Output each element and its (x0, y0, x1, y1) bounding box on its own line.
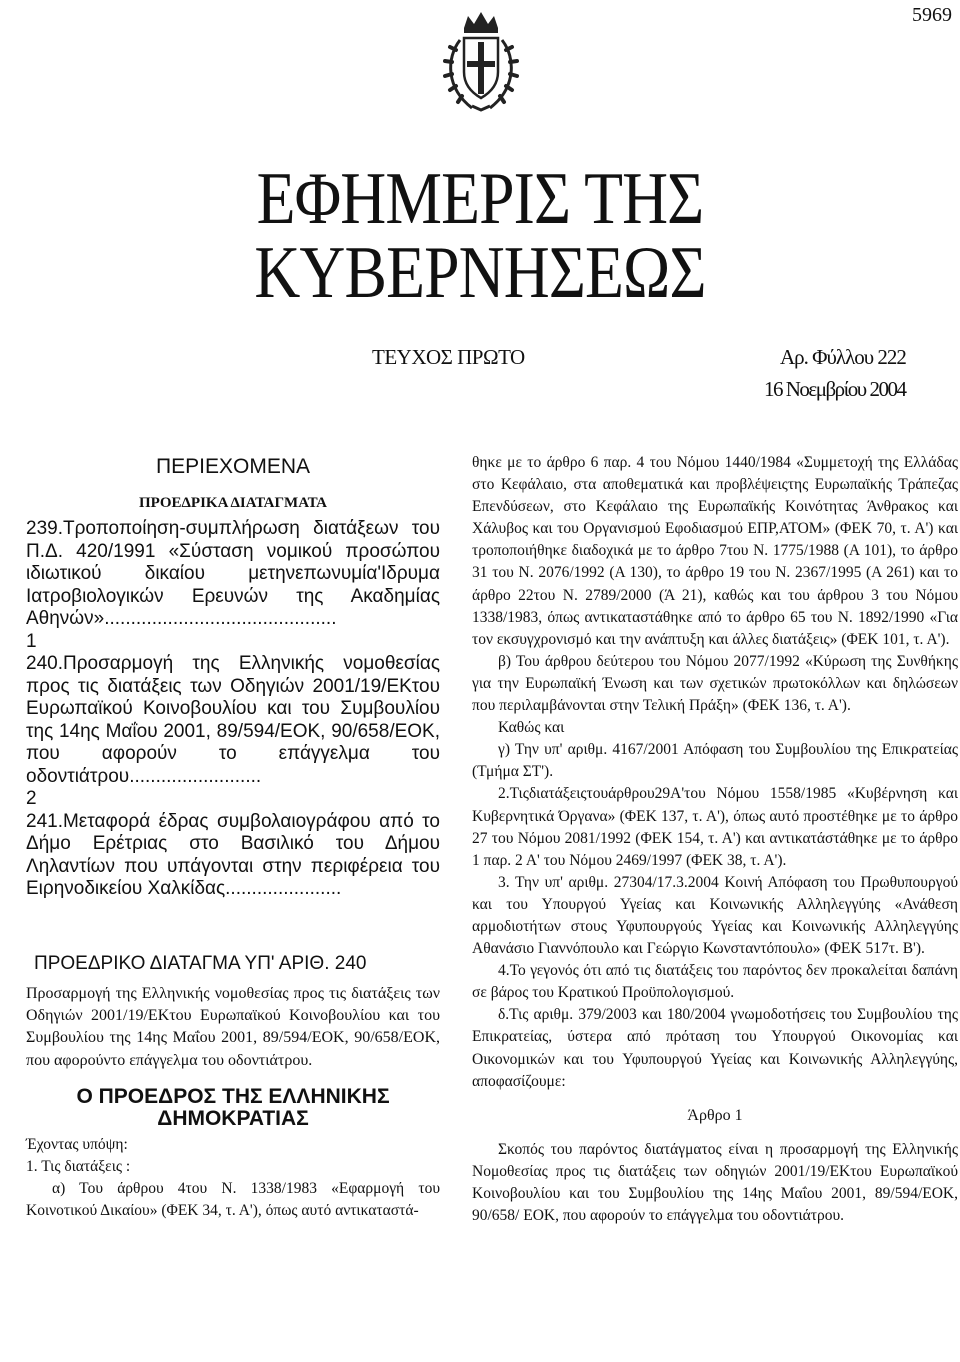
body-paragraph: γ) Την υπ' αριθμ. 4167/2001 Απόφαση του Συμβουλίου της Επικρατείας (Τμήμα ΣΤ'). (472, 741, 958, 781)
body-paragraph: 1. Τις διατάξεις : (26, 1158, 131, 1176)
toc-item: 240.Προσαρμογή της Ελληνικής νομοθεσίας προς τις διατάξεις των Οδηγιών 2001/19/ΕΚτου Ευρωπαϊκού Κοινοβουλίου και του Συμβουλίου της 14ης Μαΐου 2001, 89/594/ΕΟΚ, 90/658/ΕΟΚ, που αφορούν το επάγγελμα του οδοντιάτρου......................... (26, 653, 440, 787)
article-text: Σκοπός του παρόντος διατάγματος είναι η προσαρμογή της Ελληνικής Νομοθεσίας προς τις διατάξεις των οδηγιών 2001/19/ΕΚτου Ευρωπαϊκού Κοινοβουλίου και του Συμβουλίου της 14ης Μαΐου 2001, 89/594/ΕΟΚ, 90/658/ ΕΟΚ, που αφορούν το επάγγελμα του οδοντιάτρου. (472, 1140, 958, 1224)
toc-item: 239.Τροποποίηση-συμπλήρωση διατάξεων του Π.Δ. 420/1991 «Σύσταση νομικού προσώπου ιδιωτικού δικαίου μετηνεπωνυμία'Ιδρυμα Ιατροβιολογικών Ερευνών της Ακαδημίας Αθηνών»............................................ (26, 518, 440, 629)
president-title-line: ΔΗΜΟΚΡΑΤΙΑΣ (157, 1107, 309, 1131)
contents-subheading: ΠΡΟΕΔΡΙΚΑ ΔΙΑΤΑΓΜΑΤΑ (139, 495, 327, 511)
president-title-line: Ο ΠΡΟΕΔΡΟΣ ΤΗΣ ΕΛΛΗΝΙΚΗΣ (76, 1085, 390, 1109)
sheet-number: Αρ. Φύλλου 222 (780, 345, 906, 369)
body-paragraph: 3. Την υπ' αριθμ. 27304/17.3.2004 Κοινή Απόφαση του Πρωθυπουργού και του Υπουργού Υγείας και Κοινωνικής Αλληλεγγύης «Ανάθεση αρμοδιοτήτων στους Υφυπουργούς Υγείας και Κοινωνικής Αλληλεγγύης Αθανάσιο Γιαννόπουλο και Γεώργιο Κωνσταντόπουλο» (ΦΕΚ 517τ. Β'). (472, 873, 958, 958)
gazette-title: ΕΦΗΜΕΡΙΣ ΤΗΣ ΚΥΒΕΡΝΗΣΕΩΣ (254, 158, 706, 314)
body-paragraph: θηκε με το άρθρο 6 παρ. 4 του Νόμου 1440/1984 «Συμμετοχή της Ελλάδας στο Κεφάλαιο, στα αποθεματικά και προβλέψειςτης Ευρωπαϊκής Τράπεζας Επενδύσεων, στο Κεφάλαιο της Ευρωπαϊκής Κοινότητας Άνθρακος και Χάλυβος και του Οργανισμού Εφοδιασμού ΕΠΡ,ΑΤΟΜ» (ΦΕΚ 70, τ. Α') και τροποποιήθηκε διαδοχικά με το άρθρο 7του Ν. 1775/1988 (Α 101), το άρθρο 31 του Ν. 2076/1992 (Α 130), το άρθρο 19 του Ν. 2367/1995 (Α 261) και το άρθρο 22του Ν. 2789/2000 (Ά 21), καθώς και του άρθρου 3 του Νόμου 1338/1983, όπως αντικαταστάθηκε από το άρθρο 65 του Ν. 1892/1990 «Για τον εκσυγχρονισμό και την ανάπτυξη και άλλες διατάξεις» (ΦΕΚ 101, τ. Α'). (472, 454, 958, 648)
article-heading: Άρθρο 1 (687, 1106, 743, 1124)
page-number: 5969 (912, 4, 952, 26)
body-paragraph: Έχοντας υπόψη: (26, 1136, 128, 1154)
decree-heading: ΠΡΟΕΔΡΙΚΟ ΔΙΑΤΑΓΜΑ ΥΠ' ΑΡΙΘ. 240 (34, 952, 367, 974)
body-paragraph: 2.Τιςδιατάξειςτουάρθρου29Α'του Νόμου 1558/1985 «Κυβέρνηση και Κυβερνητικά Όργανα» (ΦΕΚ 137, τ. Α'), όπως αυτό προστέθηκε με το άρθρο 27 του Νόμου 2081/1992 (ΦΕΚ 154, τ. Α') και αντικατάστάθηκε με το άρθρο 1 παρ. 2 Α' του Νόμου 2469/1997 (ΦΕΚ 38, τ. Α'). (472, 785, 958, 869)
greek-coat-of-arms-icon (442, 10, 520, 114)
body-paragraph: β) Του άρθρου δεύτερου του Νόμου 2077/1992 «Κύρωση της Συνθήκης για την Ευρωπαϊκή Ένωση και των σχετικών πρωτοκόλλων και δηλώσεων που περιλαμβάνονται στην Τελική Πράξη» (ΦΕΚ 136, τ. Α'). (472, 652, 958, 715)
left-column (26, 455, 440, 1222)
right-column (472, 452, 958, 1227)
body-paragraph: δ.Τις αριθμ. 379/2003 και 180/2004 γνωμοδοτήσεις του Συμβουλίου της Επικρατείας, ύστερα από πρόταση του Υπουργού Οικονομίας και Οικονομικών και του Υφυπουργού Υγείας και Κοινωνικής Αλληλεγγύης, αποφασίζουμε: (472, 1006, 958, 1090)
body-paragraph: Καθώς και (498, 719, 565, 737)
president-title (26, 1086, 440, 1130)
toc-page-number: 2 (26, 788, 37, 809)
contents-heading: ΠΕΡΙΕΧΟΜΕΝΑ (155, 455, 311, 478)
issue-type: ΤΕΥΧΟΣ ΠΡΩΤΟ (372, 345, 525, 369)
decree-summary: Προσαρμογή της Ελληνικής νομοθεσίας προς τις διατάξεις των Οδηγιών 2001/19/ΕΚτου Ευρωπαϊκού Κοινοβουλίου και του Συμβουλίου της 14ης Μαΐου 2001, 89/594/ΕΟΚ, 90/658/ΕΟΚ, που αφορούντο επάγγελμα του οδοντιάτρου. (26, 984, 440, 1069)
body-paragraph: 4.Το γεγονός ότι από τις διατάξεις του παρόντος δεν προκαλείται δαπάνη σε βάρος του Κρατικού Προϋπολογισμού. (472, 962, 958, 1002)
issue-date: 16 Νοεμβρίου 2004 (764, 377, 906, 401)
body-paragraph: α) Του άρθρου 4του Ν. 1338/1983 «Εφαρμογή του Κοινοτικού Δικαίου» (ΦΕΚ 34, τ. Α'), όπως αυτό αντικαταστά- (26, 1180, 440, 1220)
toc-item: 241.Μεταφορά έδρας συμβολαιογράφου από το Δήμο Ερέτριας στο Βασιλικό του Δήμου Ληλαντίων που υπάγονται στην περιφέρεια του Ειρηνοδικείου Χαλκίδας...................... (26, 810, 440, 899)
toc-page-number: 1 (26, 630, 37, 652)
